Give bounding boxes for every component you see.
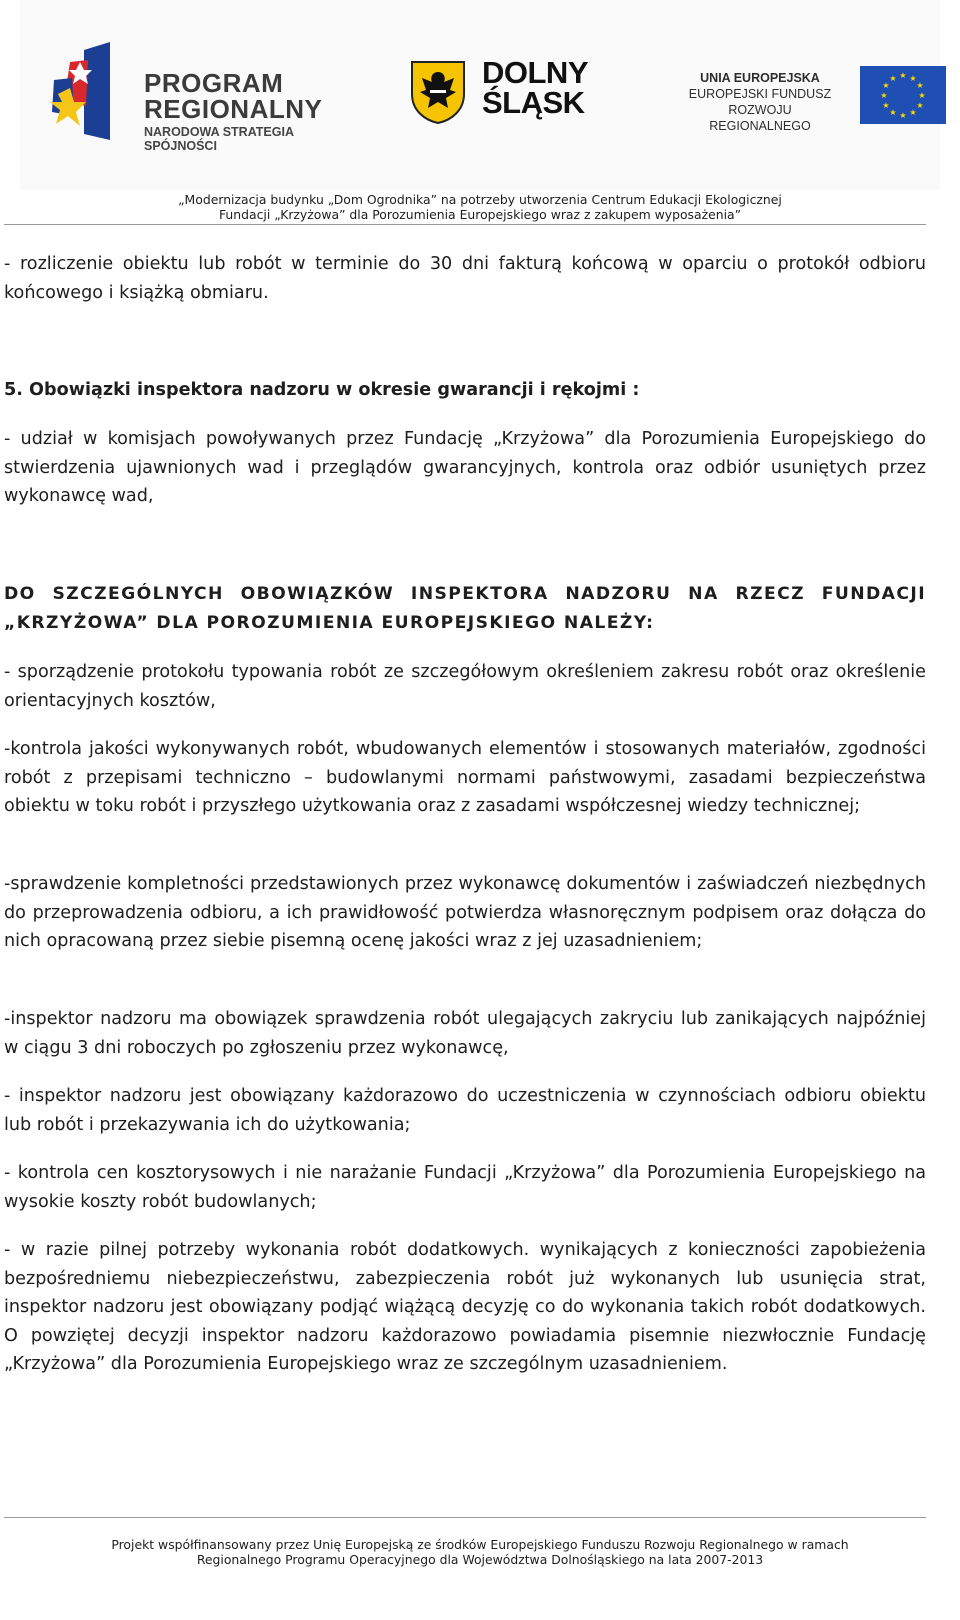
header-logo-bar [20,0,940,190]
eu-logo-line2: EUROPEJSKI FUNDUSZ [688,87,832,101]
section-heading-warranty-duties: 5. Obowiązki inspektora nadzoru w okresie gwarancji i rękojmi : [4,380,640,400]
project-title-line1: „Modernizacja budynku „Dom Ogrodnika” na potrzeby utworzenia Centrum Edukacji Ekologicznej [178,192,782,207]
paragraph-works-protocol: - sporządzenie protokołu typowania robót ze szczegółowym określeniem zakresu robót oraz określenie orientacyjnych kosztów, [4,662,926,711]
footer-line2: Regionalnego Programu Operacyjnego dla Województwa Dolnośląskiego na lata 2007-2013 [196,1552,764,1567]
program-regionalny-emblem-icon [48,42,118,147]
svg-text:★: ★ [882,101,890,110]
svg-text:★: ★ [909,108,917,117]
program-regionalny-logo [48,42,368,152]
eu-logo-line1: UNIA EUROPEJSKA [700,71,820,85]
project-title-line2: Fundacji „Krzyżowa” dla Porozumienia Europejskiego wraz z zakupem wyposażenia” [218,207,742,222]
eu-fund-wordmark [680,70,840,134]
paragraph-quality-control: -kontrola jakości wykonywanych robót, wbudowanych elementów i stosowanych materiałów, zgodności robót z przepisami techniczno – budowlanymi normami państwowymi, zasadami bezpieczeństwa obiektu w toku robót i przyszłego użytkowania oraz z zasadami współczesnej wiedzy technicznej; [4,739,926,817]
paragraph-warranty-commissions: - udział w komisjach powoływanych przez Fundację „Krzyżowa” dla Porozumienia Europejskiego do stwierdzenia ujawnionych wad i przeglądów gwarancyjnych, kontrola oraz odbiór usuniętych przez wykonawcę wad, [4,429,926,507]
paragraph-documents-check: -sprawdzenie kompletności przedstawionych przez wykonawcę dokumentów i zaświadczeń niezbędnych do przeprowadzenia odbioru, a ich prawidłowość potwierdza własnoręcznym podpisem oraz dołącza do nich opracowaną przez siebie pisemną ocenę jakości wraz z jej uzasadnieniem; [4,874,926,952]
footer-cofinancing-note [40,1537,920,1567]
paragraph-acceptance-participation: - inspektor nadzoru jest obowiązany każdorazowo do uczestniczenia w czynnościach odbioru obiektu lub robót i przekazywania ich do użytkowania; [4,1086,926,1135]
program-logo-line1: PROGRAM [144,68,284,98]
paragraph-final-settlement: - rozliczenie obiektu lub robót w terminie do 30 dni fakturą końcową w oparciu o protokół odbioru końcowego i książką obmiaru. [4,254,926,303]
eu-flag-icon [860,66,946,124]
svg-text:★: ★ [889,108,897,117]
program-regionalny-wordmark [144,70,368,153]
dolny-slask-eagle-crest-icon [410,60,466,124]
svg-text:★: ★ [899,71,907,80]
paragraph-additional-works: - w razie pilnej potrzeby wykonania robót dodatkowych. wynikających z konieczności zapobieżenia bezpośredniemu niebezpieczeństwu, zabezpieczenia robót już wykonanych lub usunięcia strat, inspektor nadzoru jest obowiązany podjąć wiążącą decyzję co do wykonania takich robót dodatkowych. O powziętej decyzji inspektor nadzoru każdorazowo powiadamia pisemnie niezwłocznie Fundację „Krzyżowa” dla Porozumienia Europejskiego wraz ze szczególnym uzasadnieniem. [4,1240,926,1375]
svg-text:★: ★ [899,111,907,120]
program-logo-line3: NARODOWA STRATEGIA SPÓJNOŚCI [144,125,294,153]
header-divider [4,224,926,225]
dolny-slask-wordmark [482,55,588,120]
dolny-slask-line1: DOLNY [482,55,588,90]
footer-line1: Projekt współfinansowany przez Unię Europejską ze środków Europejskiego Funduszu Rozwoju Regionalnego w ramach [111,1537,849,1552]
svg-text:★: ★ [882,81,890,90]
project-title-caption [120,192,840,222]
svg-text:★: ★ [909,74,917,83]
svg-text:★: ★ [918,91,926,100]
unia-europejska-logo [680,62,950,132]
paragraph-covered-works-check: -inspektor nadzoru ma obowiązek sprawdzenia robót ulegających zakryciu lub zanikających najpóźniej w ciągu 3 dni roboczych po zgłoszeniu przez wykonawcę, [4,1009,926,1058]
dolny-slask-logo [410,55,610,128]
svg-text:★: ★ [916,81,924,90]
svg-text:★: ★ [880,91,888,100]
footer-divider [4,1517,926,1518]
eu-logo-line3: ROZWOJU REGIONALNEGO [709,103,811,133]
svg-text:★: ★ [916,101,924,110]
program-logo-line2: REGIONALNY [144,94,323,124]
section-heading-specific-duties: DO SZCZEGÓLNYCH OBOWIĄZKÓW INSPEKTORA NADZORU NA RZECZ FUNDACJI „KRZYŻOWA” DLA POROZUMIENIA EUROPEJSKIEGO NALEŻY: [4,584,926,633]
dolny-slask-line2: ŚLĄSK [482,85,585,120]
paragraph-cost-control: - kontrola cen kosztorysowych i nie narażanie Fundacji „Krzyżowa” dla Porozumienia Europejskiego na wysokie koszty robót budowlanych; [4,1163,926,1212]
svg-text:★: ★ [889,74,897,83]
